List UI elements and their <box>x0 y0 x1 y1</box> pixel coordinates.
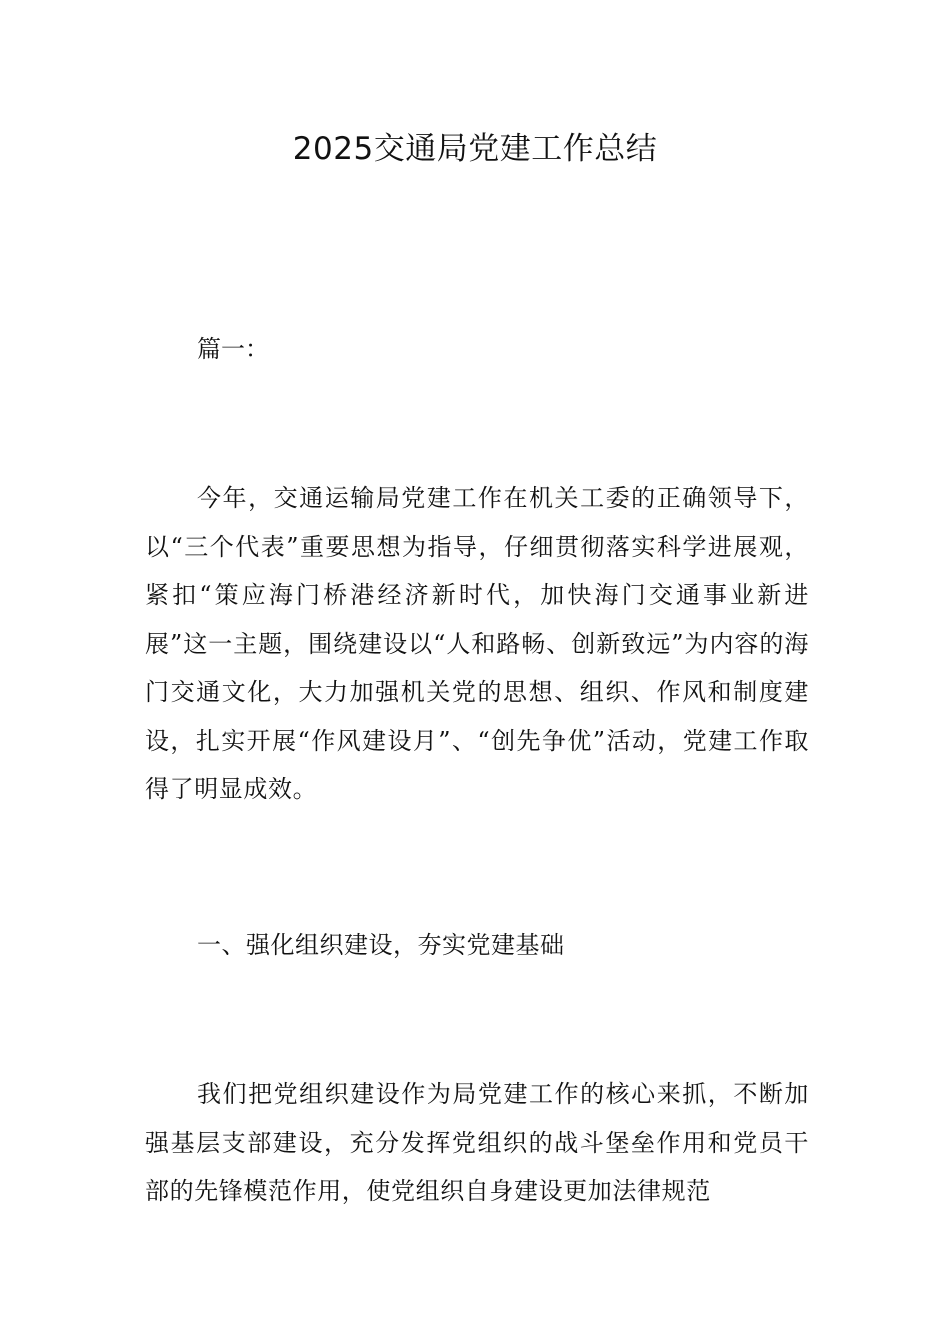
intro-paragraph: 今年，交通运输局党建工作在机关工委的正确领导下，以“三个代表”重要思想为指导，仔细贯彻落实科学进展观，紧扣“策应海门桥港经济新时代，加快海门交通事业新进展”这一主题，围绕建设以“人和路畅、创新致远”为内容的海门交通文化，大力加强机关党的思想、组织、作风和制度建设，扎实开展“作风建设月”、“创先争优”活动，党建工作取得了明显成效。 <box>145 484 809 803</box>
body-paragraph-1: 我们把党组织建设作为局党建工作的核心来抓，不断加强基层支部建设，充分发挥党组织的战斗堡垒作用和党员干部的先锋模范作用，使党组织自身建设更加法律规范 <box>145 1080 809 1205</box>
document-title: 2025交通局党建工作总结 <box>292 131 658 167</box>
section-label: 篇一： <box>197 335 269 363</box>
section-heading-1: 一、强化组织建设，夯实党建基础 <box>197 931 565 959</box>
